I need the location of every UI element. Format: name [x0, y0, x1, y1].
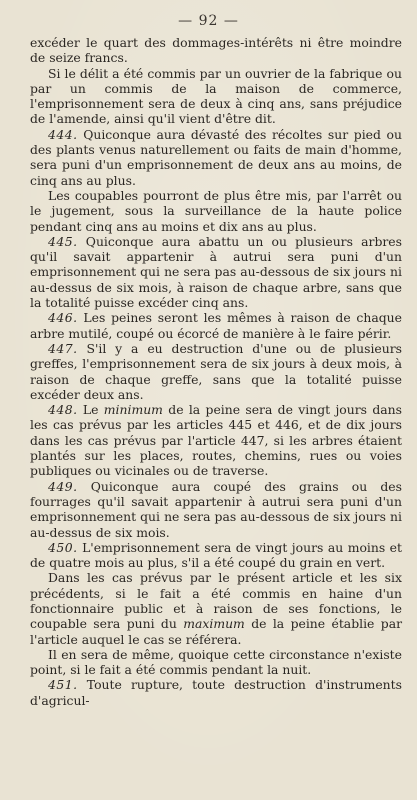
paragraph-text: Les coupables pourront de plus être mis, par l'arrêt ou le jugement, sous la surveillance de la haute police pendant cinq ans au moins et dix ans au plus. — [30, 187, 402, 234]
article-number: 444. — [48, 126, 78, 142]
paragraph-continuation — [30, 35, 402, 66]
italic-term: minimum — [103, 402, 163, 418]
article-451 — [30, 677, 402, 708]
paragraph-text: Si le délit a été commis par un ouvrier de la fabrique ou par un commis de la maison de commerce, l'emprisonnement sera de deux à cinq ans, sans préjudice de l'amende, ainsi qu'il vient d'être dit. — [30, 65, 402, 127]
article-number: 445. — [48, 233, 78, 249]
article-text: Toute rupture, toute destruction d'instruments d'agricul- — [30, 677, 402, 708]
article-449 — [30, 479, 402, 540]
paragraph — [30, 66, 402, 127]
article-text: L'emprisonnement sera de vingt jours au moins et de quatre mois au plus, s'il a été coupé du grain en vert. — [30, 539, 402, 571]
article-447 — [30, 341, 402, 402]
paragraph-text: Il en sera de même, quoique cette circonstance n'existe point, si le fait a été commis pendant la nuit. — [30, 646, 402, 678]
paragraph — [30, 647, 402, 678]
paragraph-text: excéder le quart des dommages-intérêts ni être moindre de seize francs. — [30, 35, 402, 66]
paragraph — [30, 570, 402, 646]
article-number: 447. — [48, 340, 78, 356]
article-text: Quiconque aura abattu un ou plusieurs arbres qu'il savait appartenir à autrui sera puni d'un emprisonnement qui ne sera pas au-dessous de six jours ni au-dessus de six mois, à raison de chaque arbre, sans que la totalité puisse excéder cinq ans. — [30, 233, 402, 311]
paragraph-text: Dans les cas prévus par le présent article et les six précédents, si le fait a été commis en haine d'un fonctionnaire public et à raison de ses fonctions, le coupable sera puni du — [30, 570, 402, 632]
article-number: 451. — [48, 677, 78, 693]
page-number: — 92 — — [178, 13, 239, 29]
article-text: Les peines seront les mêmes à raison de chaque arbre mutilé, coupé ou écorcé de manière à le faire périr. — [30, 310, 402, 341]
article-text: S'il y a eu destruction d'une ou de plusieurs greffes, l'emprisonnement sera de six jours à deux mois, à raison de chaque greffe, sans que la totalité puisse excéder deux ans. — [30, 340, 402, 402]
article-number: 446. — [48, 310, 78, 326]
article-text: Le — [77, 402, 104, 418]
article-text: Quiconque aura coupé des grains ou des fourrages qu'il savait appartenir à autrui sera puni d'un emprisonnement qui ne sera pas au-dessous de six jours ni au-dessus de six mois. — [30, 478, 402, 540]
paragraph-text: de la peine établie par l'article auquel le cas se référera. — [30, 616, 403, 647]
italic-term: maximum — [183, 616, 245, 632]
article-number: 449. — [48, 478, 78, 494]
article-number: 450. — [48, 539, 78, 555]
article-text: de la peine sera de vingt jours dans les cas prévus par les articles 445 et 446, et de dix jours dans les cas prévus par l'article 447, si les arbres étaient plantés sur les places, routes, chemins, rues ou voies publiques ou vicinales ou de traverse. — [30, 402, 402, 479]
article-446 — [30, 310, 402, 341]
article-448 — [30, 402, 402, 478]
article-450 — [30, 540, 402, 571]
article-text: Quiconque aura dévasté des récoltes sur pied ou des plants venus naturellement ou faits de main d'homme, sera puni d'un emprisonnement de deux ans au moins, de cinq ans au plus. — [30, 126, 402, 188]
article-445 — [30, 234, 402, 310]
paragraph — [30, 188, 402, 234]
page-body — [30, 35, 402, 708]
article-number: 448. — [48, 402, 78, 418]
article-444 — [30, 127, 402, 188]
